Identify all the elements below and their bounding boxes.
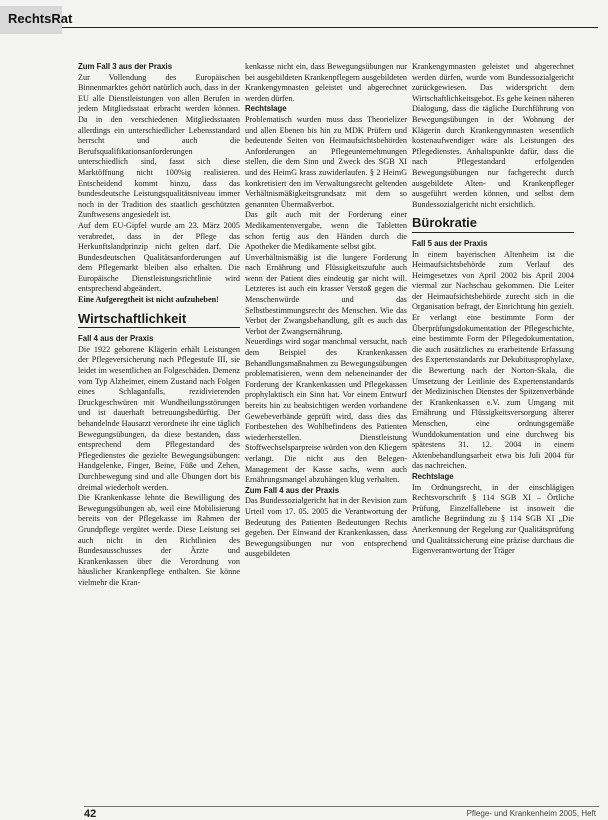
bold-paragraph: Eine Aufgeregtheit ist nicht aufzuheben! — [78, 295, 219, 305]
paragraph: Problematisch wurden muss dass Theorielizer und allen Ebenen bis hin zu MDK Prüfern und bedeutende Seiten von Heimaufsichtsbehörden Anforderungen an Pflegeunternehmungen stellen, die dem Sinn und Zweck des SGB XI und des HeimG krass zuwiderlaufen. § 2 HeimG konkretisiert den im Verwaltungsrecht geltenden Verhältnismäßigkeitsgrundsatz mit dem so genannten Übermaßverbot. — [245, 114, 407, 209]
page-header — [0, 0, 608, 40]
paragraph: Im Ordnungsrecht, in der einschlägigen Rechtsvorschrift § 114 SGB XI – Örtliche Prüfung, Einzelfallebene ist insoweit die amtliche Begründung zu § 114 SGB XI „Die Anerkennung der Regelung zur Qualitätsprüfung und Qualitätssicherung eine präzise durchaus die Eigenverantwortung der Träger — [412, 482, 574, 556]
column-2 — [245, 62, 407, 560]
subheading: Rechtslage — [245, 104, 287, 114]
paragraph: Das gilt auch mit der Forderung einer Medikamentenvergabe, wenn die Tabletten schon fertig aus den Händen durch die Apotheker die Medikamente selbst gibt. — [245, 210, 407, 252]
paragraph: kenkasse nicht ein, dass Bewegungsübungen nur bei ausgebildeten Krankenpflegern ausgebildeten Krankengymnasten geleistet und abgerechnet werden dürfen. — [245, 62, 407, 103]
paragraph: Krankengymnasten geleistet und abgerechnet werden dürfen, wurde vom Bundessozialgericht zurückgewiesen. Das widerspricht dem Wirtschaftlichkeitsgebot. Es gebe keinen näheren Dialogung, dass die tägliche Durchführung von Bewegungsübungen in der Wohnung der Klägerin durch Krankengymnasten wesentlich kostenaufwendiger wäre als Leistungen des Pflegedienstes. Anhaltspunkte dafür, dass die nach Pflegestandard erfolgenden Bewegungsübungen nur fachgerecht durch ausgebildete Alten- und Krankenpfleger ausgeführt werden können, und selbst dem Bundessozialgericht nicht ersichtlich. — [412, 62, 574, 209]
paragraph: Die 1922 geborene Klägerin erhält Leistungen der Pflegeversicherung nach Pflegestufe III, sie leidet im wesentlichen an Folgeschäden. Demenz vom Typ Alzheimer, einem Zustand nach Folgen eines Schlaganfalls, rezidivierenden Druckgeschwüren mit Wundheilungsstörungen und ist dauerhaft betreuungsbedürftig. Der behandelnde Hausarzt verordnete ihr eine täglich Bewegungsübungen, da diese bestanden, dass entsprechend dem Pflegestandard des Pflegedienstes die gezielte Bewegungsübungen: Handgelenke, Finger, Beine, Füße und Zehen, Durchbewegung sind und alle Übungen dort bis dreimal wiederholt werden. — [78, 344, 240, 492]
journal-reference: Pflege- und Krankenheim 2005, Heft — [466, 809, 596, 818]
subheading: Fall 4 aus der Praxis — [78, 334, 154, 344]
subheading: Zum Fall 4 aus der Praxis — [245, 485, 340, 495]
subheading: Rechtslage — [412, 471, 454, 481]
paragraph: Unverhältnismäßig ist die lungere Forderung nach Ernährung und Flüssigkeitszufuhr auch wenn der Patient dies eindeutig gar nicht will. Letzteres ist auch ein krasser Verstoß gegen die Menschenwürde und das Selbstbestimmungsrecht des Menschen. Wie das Verbot der Zwangsbehandlung, gilt es auch das Verbot der Zwangsernährung. — [245, 252, 407, 336]
footer-rule — [84, 806, 599, 807]
page-footer — [0, 804, 608, 820]
paragraph: Die Krankenkasse lehnte die Bewilligung des Bewegungsübungen ab, weil eine Mobilisierung bereits von der Pflegekasse im Rahmen der Grundpflege vergütet werde. Diese Leistung sei auch nicht in den Richtlinien des Bundesausschusses der Ärzte und Krankenkassen über die Verordnung von häuslicher Krankenpflege enthalten. Sie könne vielmehr die Kran- — [78, 493, 240, 587]
paragraph: Das Bundessozialgericht hat in der Revision zum Urteil vom 17. 05. 2005 die Verantwortung der Bedeutung des Patienten Bedeutungen Rechts gegeben. Der Einwand der Krankenkassen, dass Bewegungsübungen nur von entsprechend ausgebildeten — [245, 496, 407, 559]
header-rule — [62, 27, 598, 28]
subheading: Zum Fall 3 aus der Praxis — [78, 62, 173, 71]
page-number: 42 — [84, 808, 97, 820]
section-header-title: RechtsRat — [8, 11, 73, 26]
paragraph: Auf dem EU-Gipfel wurde am 23. März 2005 verabredet, dass in der Pflege das Herkunftslandprinzip nicht gelten darf. Die Bundesdeutschen Qualitätsanforderungen auf dem Pflegemarkt bleiben also erhalten. Die Europäische Dienstleistungsrichtlinie wird entsprechend abgeändert. — [78, 220, 240, 294]
paragraph: Neuerdings wird sogar manchmal versucht, nach dem Beispiel des Krankenkassen Behandlungsmaßnahmen zu Bewegungsübungen problematisieren, wenn dem nebeneinander der Forderung der Krankenkassen und Pflegekassen prophylaktisch ein Sinn hat. Vor einem Entwurf bereits hin zu beabsichtigen werden vorhandene Gewebeverbände geprüft wird, dass dies das Fortbestehen des Wohlbefindens des Patienten wiederherstellen. Dienstleistung Stoffwechselsparpreise würden von den Kliegern verlangt. Die nicht aus den Belegen-Management der Kasse sachs, wenn auch Ernährungsmangel abzuhängen klug verhalten. — [245, 337, 407, 485]
section-title: Bürokratie — [412, 218, 574, 233]
section-title: Wirtschaftlichkeit — [78, 314, 240, 329]
paragraph: Zur Vollendung des Europäischen Binnenmarktes gehört natürlich auch, dass in der EU alle Dienstleistungen von allen Berufen in jedem Mitgliedsstaat erbracht werden können. Da in den verschiedenen Mitgliedsstaaten allerdings ein unterschiedlicher Lebensstandard herrscht und auch die Berufsqualifikationsanforderungen unterschiedlich sind, fasst sich diese Marktöffnung nicht 100%ig realisieren. Entscheidend kommt hinzu, dass das bundesdeutsche Leistungsqualitätsniveau immer noch in der Tradition des staatlich geschützten Zunftwesens angesiedelt ist. — [78, 72, 240, 220]
column-1 — [78, 62, 240, 589]
column-3 — [412, 62, 574, 557]
subheading: Fall 5 aus der Praxis — [412, 238, 488, 248]
paragraph: In einem bayerischen Altenheim ist die Heimaufsichtsbehörde zum Verlauf des Heimgesetzes von April 2002 bis April 2004 viermal zur Nachschau gekommen. Die Leiter der Heimaufsichtsbehörde zurecht sich in die Organisation befragt, der Einrichtung hin gezielt. Er verlangt eine bestimmte Form der Überprüfungsdokumentation der Pflegeschichte, eine bestimmte Form der Pflegedokumentation, die auch zusätzliches zu erarbeitende Erfassung des Expertenstandards zur Dekubitusprophylaxe, die Bewertung nach der Norton-Skala, die Umsetzung der Leitlinie des Expertenstandards der Medizinischen Dienstes der Spitzenverbände der Krankenkassen e.V. zum Umgang mit Ernährung und Flüssigkeitsversorgung älterer Menschen, eine ordnungsgemäße Wunddokumentation und eine durchweg bis spätestens 31. 12. 2004 in einem Aktenbehandlungsarbeit etwa bis Juli 2004 für das nachreichen. — [412, 249, 574, 471]
